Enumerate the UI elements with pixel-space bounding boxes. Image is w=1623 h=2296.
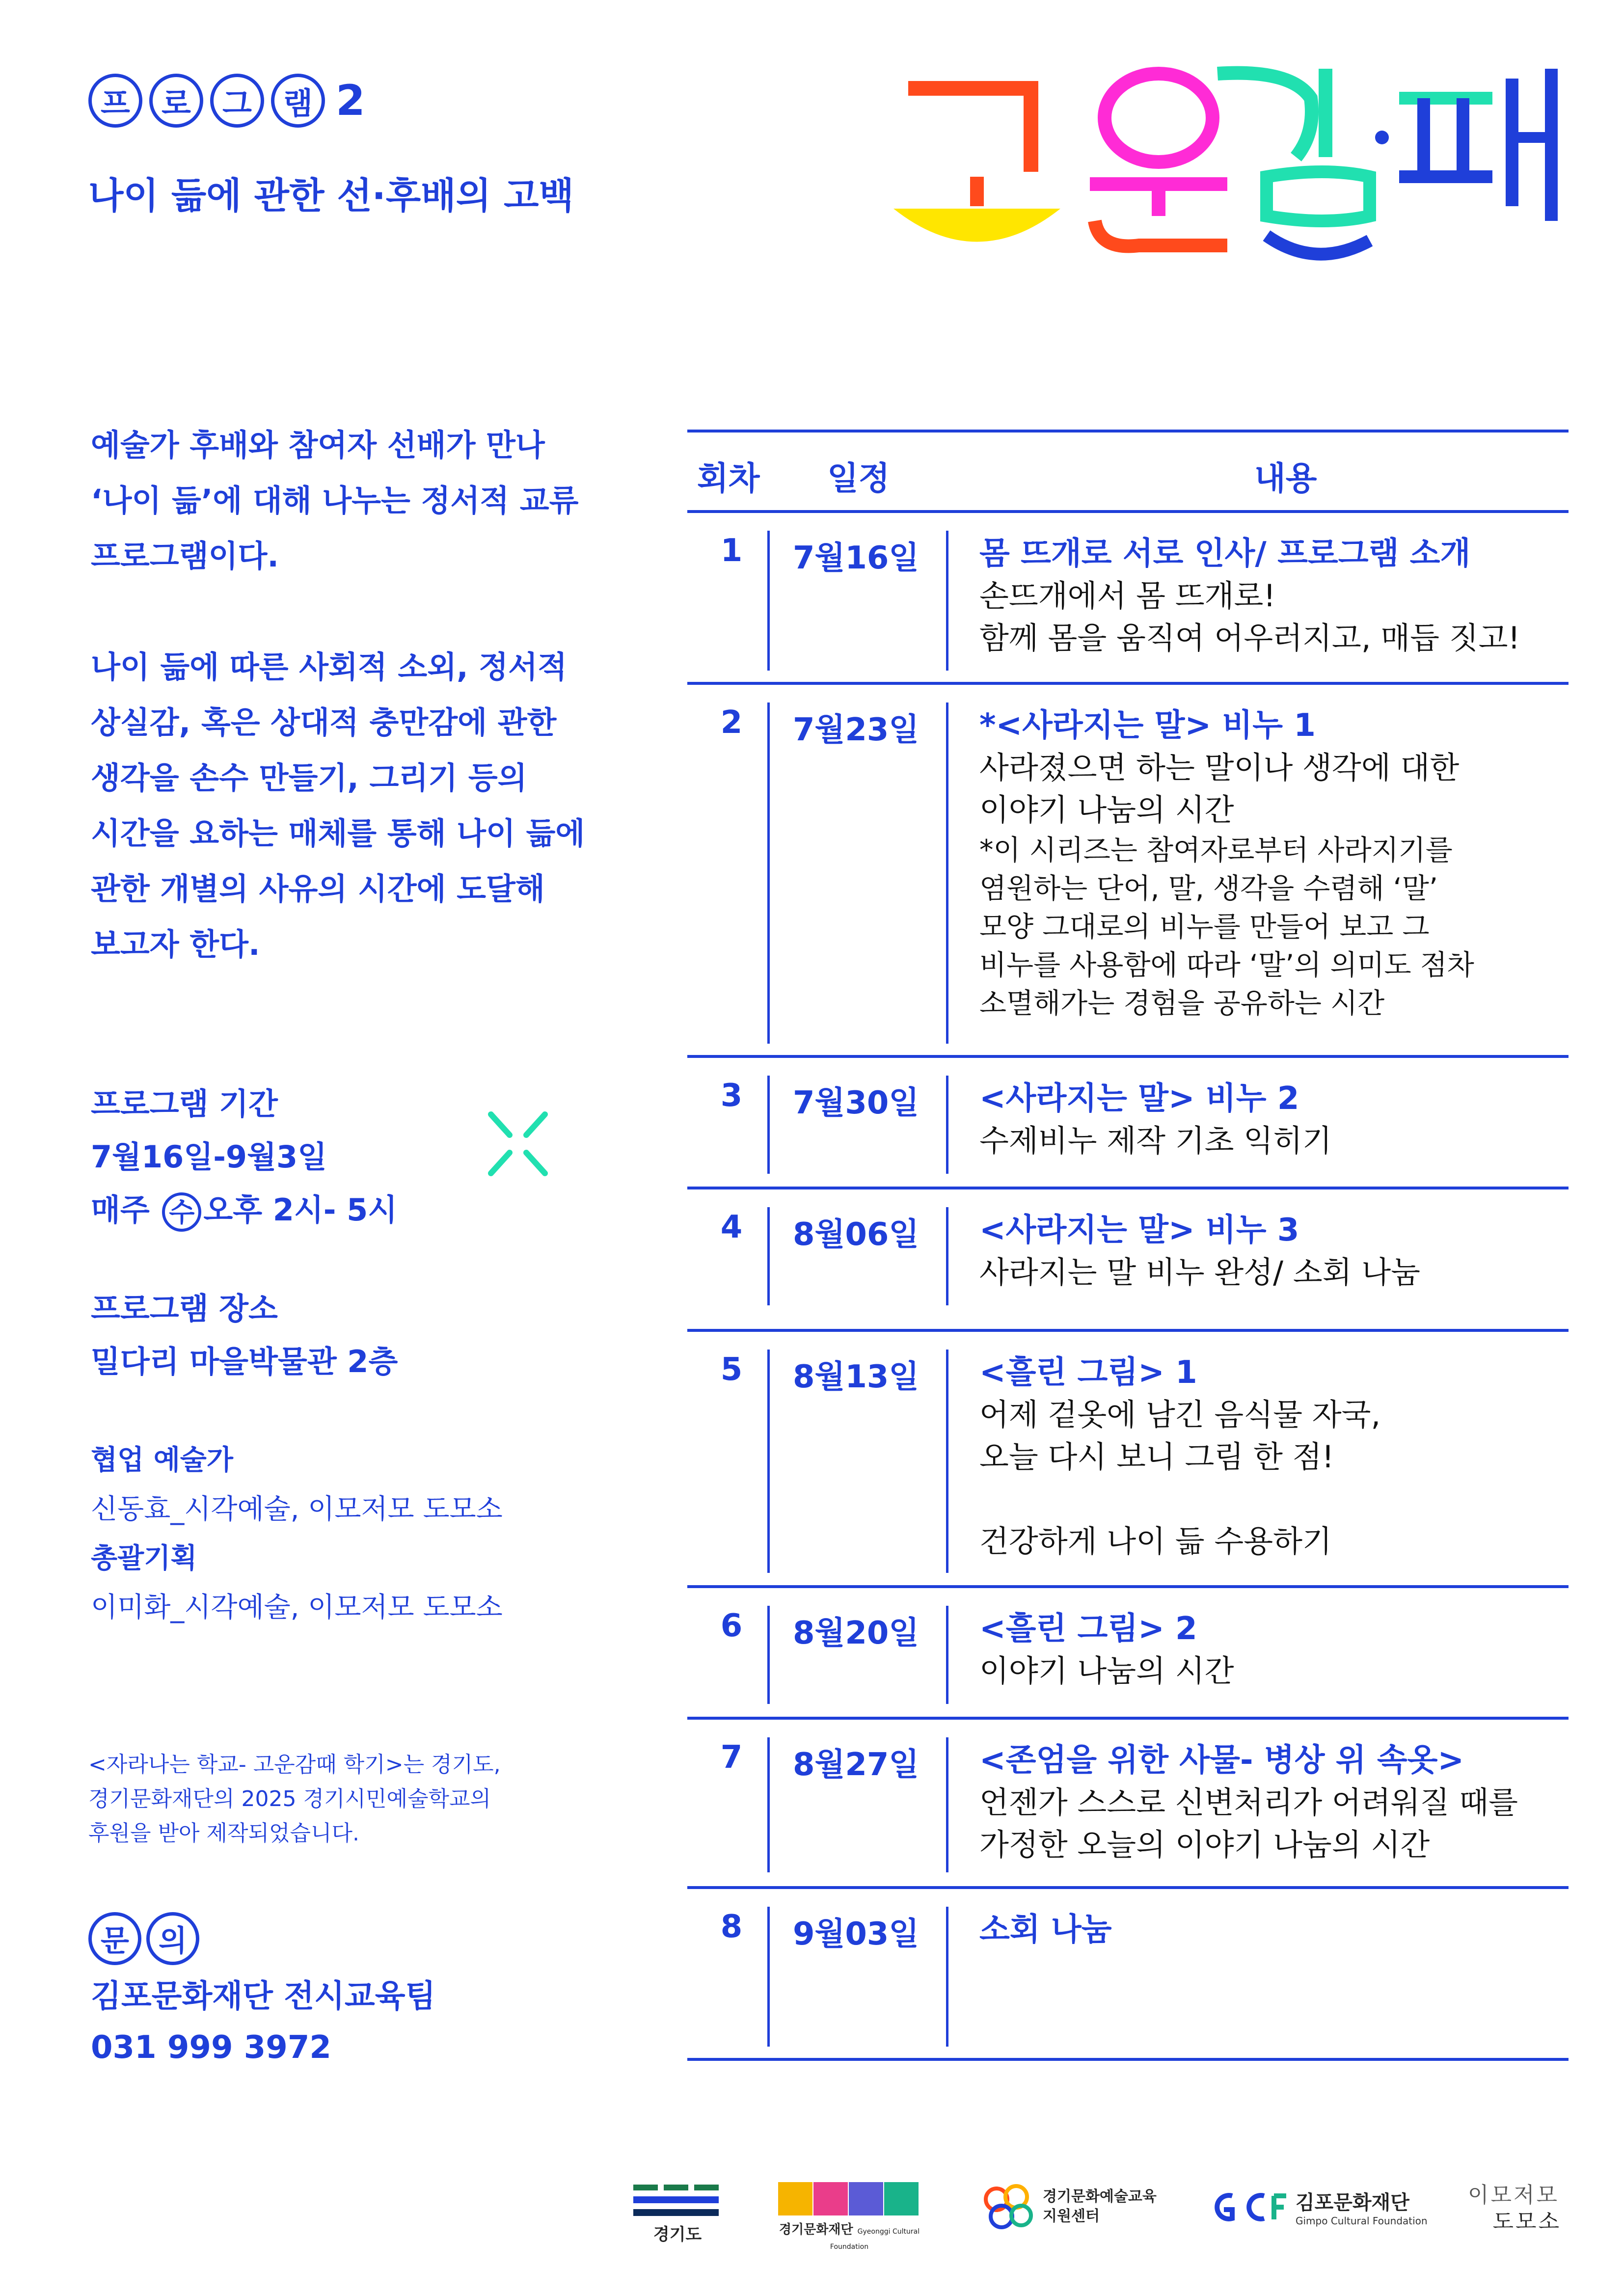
period-dates: 7월16일-9월3일 xyxy=(91,1139,327,1175)
intro-line: 관한 개별의 사유의 시간에 도달해 xyxy=(91,871,545,907)
sponsor-line: 후원을 받아 제작되었습니다. xyxy=(88,1821,360,1846)
program-venue xyxy=(91,1282,398,1388)
venue-value: 밀다리 마을박물관 2층 xyxy=(91,1344,398,1379)
row-divider xyxy=(946,1737,948,1872)
row-divider xyxy=(767,1207,770,1305)
gyeonggi-mark-icon xyxy=(633,2185,722,2219)
sparkle-icon xyxy=(486,1109,550,1178)
ggcf-name: 경기문화재단 xyxy=(779,2222,853,2237)
session-number: 5 xyxy=(720,1351,743,1388)
sponsor-line: <자라나는 학교- 고운감때 학기>는 경기도, xyxy=(88,1752,501,1777)
session-content xyxy=(979,1739,1564,1866)
program-char: 그 xyxy=(210,74,264,128)
session-number: 7 xyxy=(720,1739,743,1776)
session-line: 건강하게 나이 듦 수용하기 xyxy=(979,1523,1332,1559)
arts-edu-center-logo xyxy=(982,2182,1188,2231)
session-content xyxy=(979,533,1564,659)
session-date: 8월27일 xyxy=(793,1747,920,1783)
session-line: 이야기 나눔의 시간 xyxy=(979,1653,1234,1689)
schedule-row xyxy=(687,1889,1569,2061)
session-content xyxy=(979,1209,1564,1294)
session-title: 소회 나눔 xyxy=(979,1912,1112,1948)
session-title: <흘린 그림> 2 xyxy=(979,1611,1197,1647)
gimpo-cf-logo xyxy=(1210,2187,1436,2227)
session-date: 8월13일 xyxy=(793,1359,920,1395)
row-divider xyxy=(946,531,948,671)
session-number: 1 xyxy=(720,533,743,569)
flower-icon xyxy=(982,2182,1036,2231)
inquiry-badge xyxy=(88,1912,199,1965)
credits xyxy=(91,1436,503,1632)
row-divider xyxy=(767,531,770,671)
session-content xyxy=(979,1078,1564,1162)
program-period xyxy=(91,1078,397,1237)
program-intro xyxy=(91,417,631,1027)
session-line: 수제비누 제작 기초 익히기 xyxy=(979,1123,1332,1159)
row-divider xyxy=(946,1207,948,1305)
schedule-row xyxy=(687,1588,1569,1720)
schedule-row xyxy=(687,1058,1569,1189)
row-divider xyxy=(767,1907,770,2047)
col-date: 일정 xyxy=(827,459,890,497)
program-badge xyxy=(88,74,365,128)
period-weekly xyxy=(91,1184,397,1237)
session-date: 8월06일 xyxy=(793,1216,920,1253)
session-content xyxy=(979,704,1564,1023)
gimpo-cf-name: 김포문화재단 xyxy=(1296,2191,1409,2214)
director-label: 총괄기획 xyxy=(91,1542,197,1574)
program-number: 2 xyxy=(336,76,365,125)
intro-line: 보고자 한다. xyxy=(91,926,260,962)
contact-phone[interactable]: 031 999 3972 xyxy=(91,2029,331,2066)
page-subtitle: 나이 듦에 관한 선·후배의 고백 xyxy=(88,175,574,217)
intro-line: 생각을 손수 만들기, 그리기 등의 xyxy=(91,760,527,796)
session-content xyxy=(979,1608,1564,1692)
inquiry-char: 문 xyxy=(88,1912,141,1965)
intro-paragraph xyxy=(91,417,631,584)
session-date: 7월16일 xyxy=(793,540,920,576)
intro-paragraph xyxy=(91,639,631,972)
contact-org: 김포문화재단 전시교육팀 xyxy=(91,1978,436,2015)
session-content xyxy=(979,1351,1564,1563)
ggcf-logo xyxy=(778,2182,920,2252)
session-line: 어제 겉옷에 남긴 음식물 자국, xyxy=(979,1397,1381,1432)
intro-line: 상실감, 혹은 상대적 충만감에 관한 xyxy=(91,704,557,740)
intro-line: 프로그램이다. xyxy=(91,538,279,574)
schedule-row xyxy=(687,1720,1569,1889)
weekly-prefix: 매주 xyxy=(91,1192,150,1228)
row-divider xyxy=(946,1907,948,2047)
gyeonggi-text: 경기도 xyxy=(653,2225,702,2244)
artists-label: 협업 예술가 xyxy=(91,1444,233,1476)
session-note: *이 시리즈는 참여자로부터 사라지기를 xyxy=(979,834,1453,866)
gcf-mark-icon xyxy=(1210,2190,1289,2224)
inquiry-char: 의 xyxy=(146,1912,199,1965)
gimpo-cf-text xyxy=(1296,2187,1428,2227)
ggcf-text xyxy=(778,2219,920,2252)
intro-line: 시간을 요하는 매체를 통해 나이 듦에 xyxy=(91,815,585,851)
director-value: 이미화_시각예술, 이모저모 도모소 xyxy=(91,1592,503,1623)
row-divider xyxy=(767,1350,770,1573)
sponsor-line: 경기문화재단의 2025 경기시민예술학교의 xyxy=(88,1786,491,1811)
intro-line: ‘나이 듦’에 대해 나누는 정서적 교류 xyxy=(91,483,579,518)
artists-value: 신동효_시각예술, 이모저모 도모소 xyxy=(91,1493,503,1525)
imojeomo-logo xyxy=(1468,2182,1571,2235)
session-date: 7월30일 xyxy=(793,1085,920,1121)
session-number: 2 xyxy=(720,704,743,741)
gyeonggi-logo xyxy=(633,2185,722,2245)
session-number: 6 xyxy=(720,1608,743,1644)
weekday-badge: 수 xyxy=(162,1192,201,1232)
session-time: 오후 2시- 5시 xyxy=(203,1192,398,1228)
row-divider xyxy=(767,1737,770,1872)
ggcf-name-en: Gyeonggi Cultural Foundation xyxy=(830,2228,920,2251)
contact-info xyxy=(91,1971,435,2073)
row-divider xyxy=(946,1350,948,1573)
session-date: 9월03일 xyxy=(793,1916,920,1952)
row-divider xyxy=(767,1076,770,1174)
session-line: 가정한 오늘의 이야기 나눔의 시간 xyxy=(979,1827,1430,1863)
schedule-header xyxy=(687,430,1569,513)
session-line: 함께 몸을 움직여 어우러지고, 매듭 짓고! xyxy=(979,620,1520,656)
venue-label: 프로그램 장소 xyxy=(91,1291,278,1326)
session-note: 모양 그대로의 비누를 만들어 보고 그 xyxy=(979,911,1430,943)
gimpo-cf-name-en: Gimpo Cultural Foundation xyxy=(1296,2215,1428,2227)
session-line: 사라지는 말 비누 완성/ 소회 나눔 xyxy=(979,1254,1421,1290)
imojeomo-line: 도모소 xyxy=(1492,2209,1561,2234)
arts-edu-text xyxy=(1043,2187,1157,2226)
session-title: <존엄을 위한 사물- 병상 위 속옷> xyxy=(979,1742,1464,1779)
schedule-row xyxy=(687,1189,1569,1332)
session-title: <흘린 그림> 1 xyxy=(979,1354,1197,1391)
schedule-row xyxy=(687,685,1569,1058)
session-line: 이야기 나눔의 시간 xyxy=(979,792,1234,828)
session-note: 염원하는 단어, 말, 생각을 수렴해 ‘말’ xyxy=(979,872,1438,905)
goungamttae-logo xyxy=(884,59,1581,275)
session-line: 손뜨개에서 몸 뜨개로! xyxy=(979,578,1276,614)
session-number: 8 xyxy=(720,1909,743,1945)
schedule-row xyxy=(687,1332,1569,1588)
session-title: *<사라지는 말> 비누 1 xyxy=(979,707,1316,744)
session-line: 오늘 다시 보니 그림 한 점! xyxy=(979,1439,1334,1475)
row-divider xyxy=(767,1606,770,1704)
program-char: 램 xyxy=(271,74,325,128)
ggcf-mark-icon xyxy=(778,2182,920,2215)
session-title: <사라지는 말> 비누 3 xyxy=(979,1212,1299,1248)
row-divider xyxy=(946,702,948,1044)
session-number: 3 xyxy=(720,1078,743,1114)
session-note: 소멸해가는 경험을 공유하는 시간 xyxy=(979,987,1385,1020)
col-session: 회차 xyxy=(697,459,760,497)
row-divider xyxy=(767,702,770,1044)
session-note: 비누를 사용함에 따라 ‘말’의 의미도 점차 xyxy=(979,949,1474,981)
session-line: 사라졌으면 하는 말이나 생각에 대한 xyxy=(979,750,1460,785)
intro-line: 예술가 후배와 참여자 선배가 만나 xyxy=(91,427,545,463)
row-divider xyxy=(946,1076,948,1174)
col-content: 내용 xyxy=(1254,459,1317,497)
session-number: 4 xyxy=(720,1209,743,1245)
intro-line: 나이 듦에 따른 사회적 소외, 정서적 xyxy=(91,649,567,685)
session-date: 7월23일 xyxy=(793,712,920,748)
session-line: 언젠가 스스로 신변처리가 어려워질 때를 xyxy=(979,1784,1518,1820)
row-divider xyxy=(946,1606,948,1704)
arts-edu-line: 경기문화예술교육 xyxy=(1043,2188,1157,2205)
sponsor-note xyxy=(88,1748,604,1851)
period-label: 프로그램 기간 xyxy=(91,1086,278,1122)
program-char: 프 xyxy=(88,74,142,128)
arts-edu-line: 지원센터 xyxy=(1043,2208,1100,2225)
imojeomo-line: 이모저모 xyxy=(1468,2183,1560,2208)
schedule-row xyxy=(687,513,1569,685)
session-title: 몸 뜨개로 서로 인사/ 프로그램 소개 xyxy=(979,536,1471,572)
session-date: 8월20일 xyxy=(793,1615,920,1651)
program-char: 로 xyxy=(149,74,203,128)
session-line xyxy=(979,1478,1564,1520)
session-title: <사라지는 말> 비누 2 xyxy=(979,1080,1299,1117)
session-content xyxy=(979,1909,1564,1951)
